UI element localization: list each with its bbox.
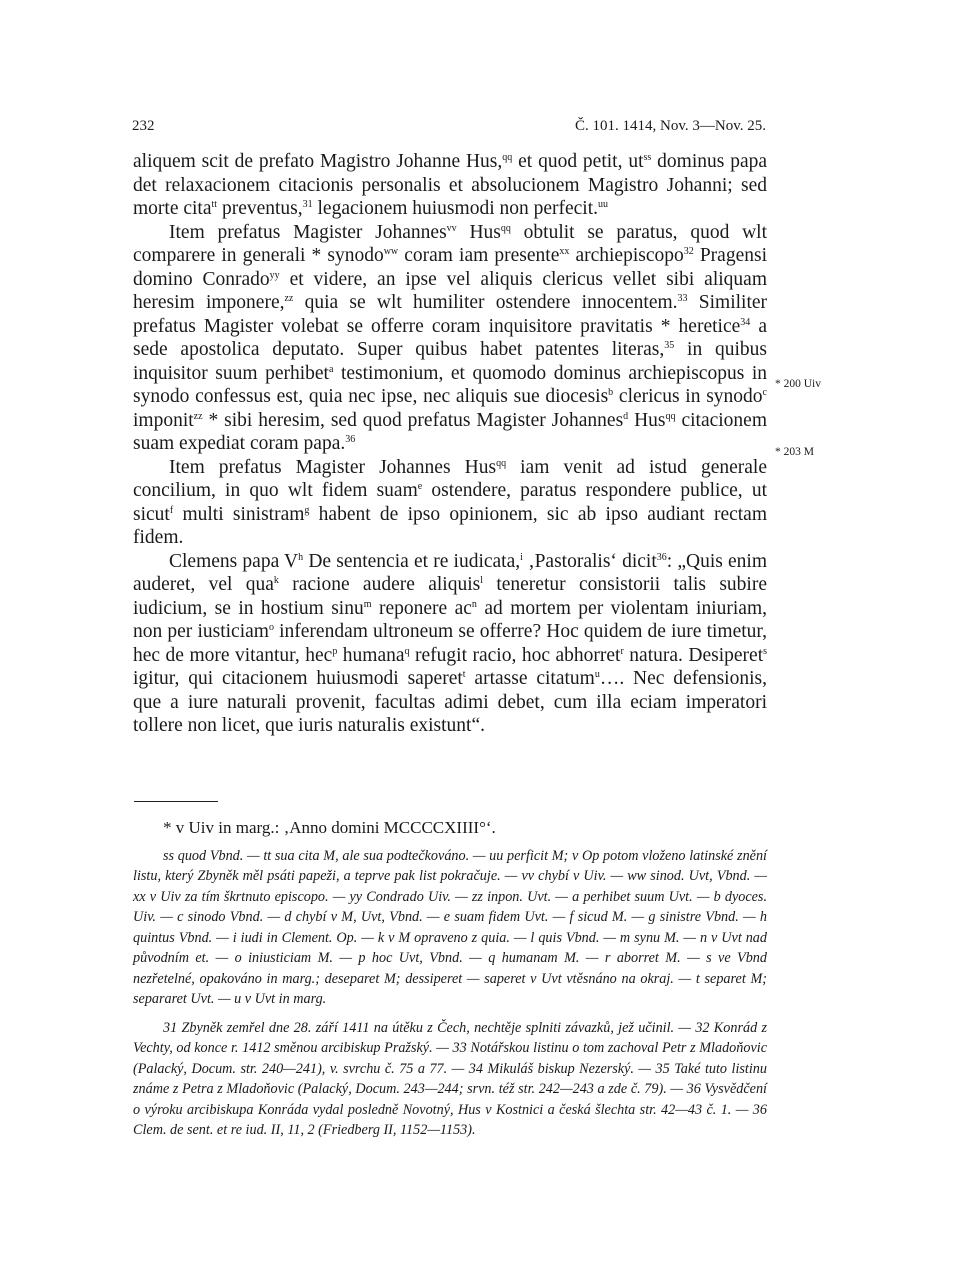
margin-note-m: * 203 M (775, 446, 814, 458)
footnote-historical: 31 Zbyněk zemřel dne 28. září 1411 na útěku z Čech, nechtěje splniti závazků, jež učinil. — 32 Konrád z Vechty, od konce r. 1412 směnou arcibiskup Pražský. — 33 Notářskou listinu o tom zachoval Petr z Mladoňovic (Palacký, Docum. str. 240—241), v. svrchu č. 75 a 77. — 34 Mikuláš biskup Nezerský. — 35 Také tuto listinu známe z Petra z Mladoňovic (Palacký, Docum. 243—244; srvn. též str. 242—243 a zde č. 79). — 36 Vysvědčení o výroku arcibiskupa Konráda vydal posledně Novotný, Hus v Kostnici a česká šlechta str. 42—43 č. 1. — 36 Clem. de sent. et re iud. II, 11, 2 (Friedberg II, 1152—1153). (133, 1019, 767, 1138)
paragraph: Item prefatus Magister Johannes$^{vv}$ Hus$^{qq}$ obtulit se paratus, quod wlt comparere in generali * synodo$^{ww}$ coram iam presente$^{xx}$ archiepiscopo$^{32}$ Pragensi domino Conrado$^{yy}$ et videre, an ipse vel aliquis clericus vellet sibi aliquam heresim imponere,$^{zz}$ quia se wlt humiliter ostendere innocentem.$^{33}$ Similiter prefatus Magister volebat se offerre coram inquisitore pravitatis * heretice$^{34}$ a sede apostolica deputato. Super quibus habet patentes literas,$^{35}$ in quibus inquisitor suum perhibet$^a$ testimonium, et quomodo dominus archiepiscopus in synodo confessus est, quia nec ipse, nec aliquis sue diocesis$^b$ clericus in synodo$^c$ imponit$^{zz}$ * sibi heresim, sed quod prefatus Magister Johannes$^d$ Hus$^{qq}$ citacionem suam expediat coram papa.$^{36}$ (133, 221, 768, 454)
paragraph: Item prefatus Magister Johannes Hus$^{qq}$ iam venit ad istud generale concilium, in quo wlt fidem suam$^e$ ostendere, paratus respondere publice, ut sicut$^f$ multi sinistram$^g$ habent de ipso opinionem, sic ab ipso audiant rectam fidem. (133, 456, 768, 548)
footnotes (133, 818, 767, 1141)
paragraph: aliquem scit de prefato Magistro Johanne Hus,$^{qq}$ et quod petit, $ut^{ss}$ dominus papa det relaxacionem citacionis personalis et absolucionem Magistro Johanni; sed morte cita$^{tt}$ preventus,$^{31}$ legacionem huiusmodi non perfecit.$^{uu}$ (133, 151, 767, 219)
running-header (132, 118, 766, 140)
footnote-textual: ss quod Vbnd. — tt sua cita M, ale sua podtečkováno. — uu perficit M; v Op potom vloženo latinské znění listu, který Zbyněk měl psáti papeži, a teprve pak list pokračuje. — vv chybí v Uiv. — ww sinod. Uvt, Vbnd. — xx v Uiv za tím škrtnuto episcopo. — yy Condrado Uiv. — zz inpon. Uvt. — a perhibet suum Uvt. — b dyoces. Uiv. — c sinodo Vbnd. — d chybí v M, Uvt, Vbnd. — e suam fidem Uvt. — f sicud M. — g sinistre Vbnd. — h quintus Vbnd. — i iudi in Clement. Op. — k v M opraveno z quia. — l quis Vbnd. — m synu M. — n v Uvt nad původním et. — o iniusticiam M. — p hoc Uvt, Vbnd. — q humanam M. — r aborret M. — s ve Vbnd nezřetelné, opakováno in marg.; deseparet M; dessiperet — saperet v Uvt vtěsnáno na okraj. — t separet M; separaret Uvt. — u v Uvt in marg. (133, 847, 767, 1007)
footnote-star: * v Uiv in marg.: ‚Anno domini MCCCCXIIII°‘. (163, 818, 496, 837)
paragraph: Clemens papa $V^h$ De sentencia et re iudicata,$^i$ ‚Pastoralis‘ dicit$^{36}$: „Quis enim auderet, vel qua$^k$ racione audere aliquis$^l$ teneretur consistorii talis subire iudicium, se in hostium sinu$^m$ reponere $ac^n$ ad mortem per violentam iniuriam, non per iusticiam$^o$ inferendam ultroneum se offerre? Hoc quidem de iure timetur, hec de more vitantur, hec$^p$ humana$^q$ refugit racio, hoc abhorret$^r$ natura. Desiperet$^s$ igitur, qui citacionem huiusmodi saperet$^t$ artasse citatum$^u$…. Nec defensionis, que a iure naturali provenit, facultas adimi debet, cum illa eciam imperatori tollere non licet, que iuris naturalis existunt“. (133, 550, 768, 736)
footnote-divider (134, 801, 218, 802)
running-title: Č. 101. 1414, Nov. 3—Nov. 25. (575, 118, 766, 134)
page-number: 232 (132, 118, 155, 134)
margin-note-uiv: * 200 Uiv (775, 378, 821, 390)
main-text (133, 150, 767, 738)
